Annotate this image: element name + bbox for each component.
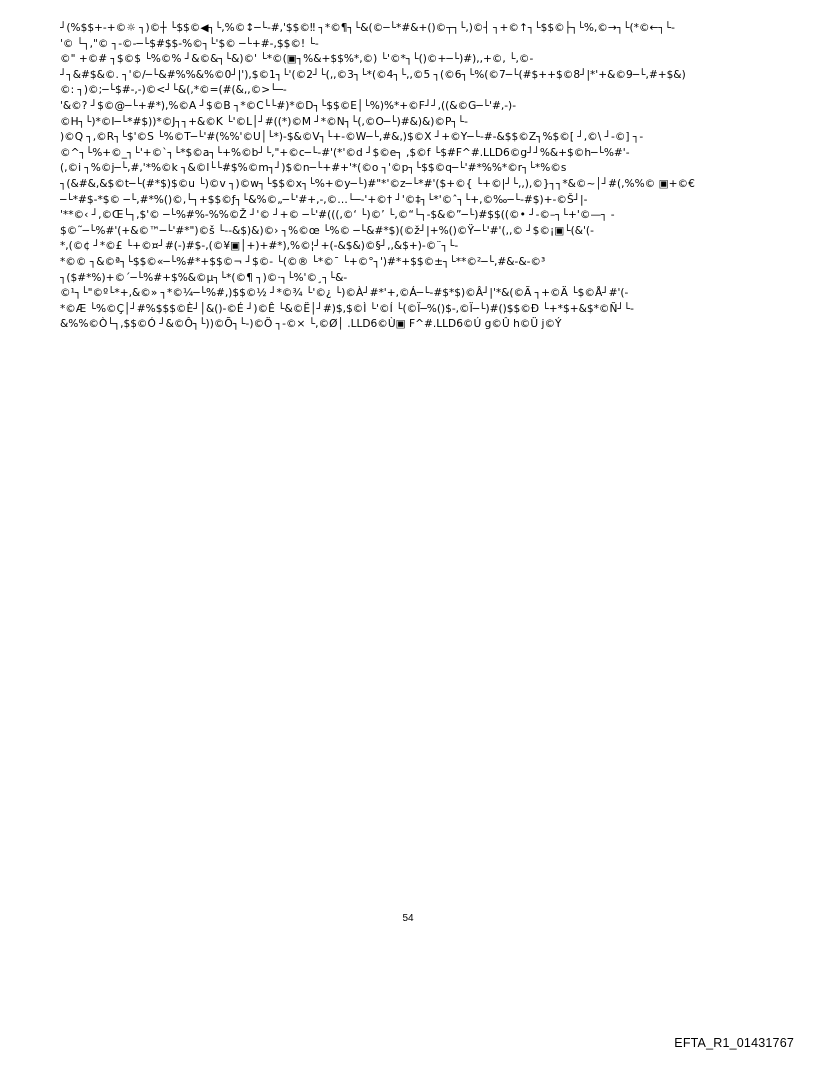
page-number: 54 [402,913,414,924]
text-line: (,©i ┐%©j─└,#,'*%©k ┐&©l└└#$%©m┐┘)$©n─└+#+'*(©o ┐'©p┐└$$©q─└'#*%%*©r┐└*%©s [60,162,567,175]
garbled-text-block [60,21,790,333]
text-line: '&©? ┘$©@─└+#*),%©A ┘$©B ┐*©C└└#)*©D┐└$$©E│└%)%*+©F┘┘,((&©G─└'#,-)- [60,99,517,112]
text-line: *©Æ └%©Ç│┘#%$$$©È┘│&()-©É ┘)©Ê └&©Ë│┘#)$,$©Ì └'©Í └(©Ï─%()$-,©Ï─└)#()$$©Ð └+*$+&$*©Ñ┘└- [60,302,634,315]
text-line: ┐($#*%)+©´─└%#+$%&©µ┐└*(©¶ ┐)©·┐└%'©¸┐└&- [60,271,348,284]
text-line: ©H┐└)*©I─└*#$))*©J┐┐+&©K └'©L│┘#((*)©M ┘*©N┐└(,©O─└)#&)&)©P┐└- [60,115,468,128]
text-line: ©¹┐└"©º└*+,&©» ┐*©¼─└%#,)$$©½ ┘*©¾ └'©¿ └)©À┘#*'+,©Á─└-#$*$)©Â┘|'*&(©Ã ┐+©Ä └$©Å┘#'(- [60,287,629,300]
text-line: ┐(&#&,&$©t─└(#*$)$©u └)©v ┐)©w┐└$$©x┐└%+©y─└)#"*'©z─└*#'($+©{ └+©|┘└,,),©}┐┐*&©~│┘#(,%%© ▣+©€ [60,177,695,190]
text-line: )©Q ┐,©R┐└$'©S └%©T─└'#(%%'©U│└*)-$&©V┐└+-©W─└,#&,)$©X ┘+©Y─└-#-&$$©Z┐%$©[ ┘,©\ ┘-©] ┐- [60,131,644,144]
text-line: ©: ┐)©;─└$#-,-)©<┘└&(,*©=(#(&,,©>└─- [60,84,287,97]
text-line: $©˜─└%#'(+&©™─└'#*")©š └--&$)&)©› ┐%©œ └%© ─└&#*$)(©ž┘|+%()©Ÿ─└'#'(,,© ┘$©¡▣└(&'(- [60,224,594,237]
text-line: '© └┐,"© ┐-©-─└$#$$-%©┐└'$© ─└+#-,$$©! └- [60,37,319,50]
document-id: EFTA_R1_01431767 [674,1036,794,1050]
text-line: ┘┐&#$&©. ┐'©/─└&#%%&%©0┘|'),$©1┐└'(©2┘└(,,©3┐└*(©4┐└,,©5 ┐(©6┐└%(©7─└(#$++$©8┘|*'+&©9─└,#+$&) [60,68,686,81]
text-line: ©^┐└%+©_┐└'+©`┐└*$©a┐└+%©b┘└,"+©c─└-#'(*'©d ┘$©e┐ ,$©f └$#F^#.LLD6©g┘┘%&+$©h─└%#'- [60,146,630,159]
text-line: '**©‹ ┘,©Œ└┐,$'© ─└%#%-%%©Ž ┘'© ┘+© ─└'#(((,©‘ └)©’ └,©“└┐-$&©”─└)#$$((©• ┘-©–┐└+'©—┐ - [60,209,615,222]
text-line: *,(©¢ ┘*©£ └+©¤┘#(-)#$-,(©¥▣│+)+#*),%©¦┘+(-&$&)©§┘,,&$+)-©¨┐└- [60,240,459,253]
text-line: *©© ┐&©ª┐└$$©«─└%#*+$$©¬ ┘$©- └(©® └*©¯ └+©°┐')#*+$$©±┐└**©²─└,#&-&-©³ [60,255,546,268]
text-line: ─└*#$-*$© ─└,#*%()©‚└┐+$$©ƒ┐└&%©„─└'#+,-,©…└─-'+©† ┘'©‡┐└*'©ˆ┐└+,©‰─└-#$)+-©Š┘|- [60,193,588,206]
text-line: ©" +©# ┐$©$ └%©% ┘&©&┐└&)©' └*©(▣┐%&+$$%*,©) └'©*┐└()©+─└)#),,+©, └,©- [60,53,534,66]
text-line: ┘(%$$+-+©☼ ┐)©┼ └$$©◀┐└,%©↕─└-#,'$$©‼ ┐*©¶┐└&(©─└*#&+()©┬┐└,)©┤ ┐+©↑┐└$$©├┐└%,©→┐└(*©←┐└- [60,22,675,34]
text-line: &%%©Ò└┐,$$©Ó ┘&©Ô┐└))©Õ┐└-)©Ö ┐-©× └,©Ø│ .LLD6©Ù▣ F^#.LLD6©Ú g©Û h©Ü j©Ý [60,318,562,331]
